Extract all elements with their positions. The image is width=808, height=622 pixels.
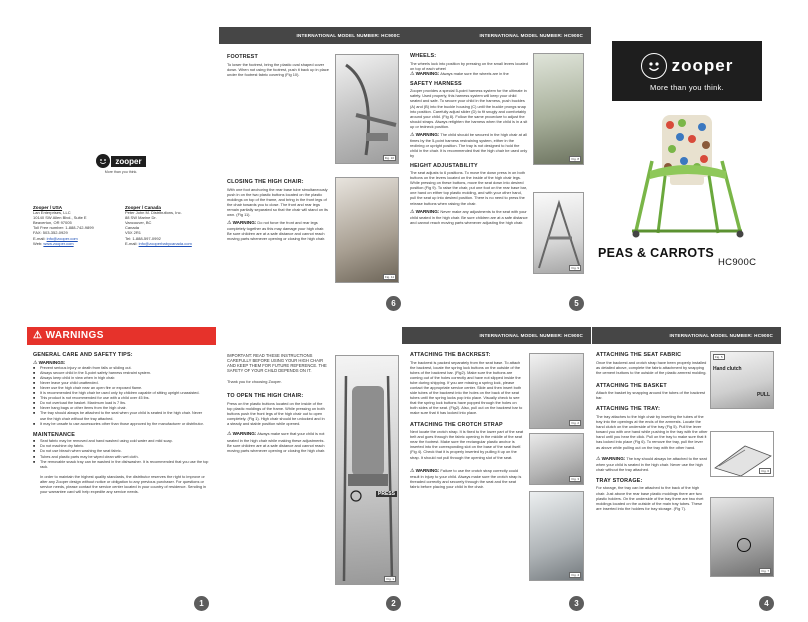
canada-line: Vancouver, BC: [125, 220, 152, 226]
usa-line: FAX: 503-352-0929: [33, 230, 68, 236]
page-number: 3: [569, 596, 584, 611]
height-photo: [533, 192, 584, 274]
basket-text: Attach the basket by snapping around the tubes of the backrest bar.: [596, 390, 706, 401]
back-cover-page: [27, 27, 216, 317]
crotch-strap-photo: [529, 491, 584, 581]
warning-triangle-icon: ⚠: [410, 132, 415, 139]
fig11-label: Fig. 11: [385, 275, 394, 279]
cover-model-number: HC900C: [718, 257, 757, 268]
warning-triangle-icon: ⚠: [227, 431, 232, 438]
height-warning: [410, 209, 528, 225]
canada-email-label: E-mail:: [125, 240, 138, 246]
warning-bullet: ■ The tray should always be attached to the seat when your child is seated in the high chair. Never use the high chair without the tray attached.: [33, 411, 209, 421]
harness-text: Zooper provides a special 5-point harness system for the ultimate in safety. Used properly, this harness system will keep your child seated and safe. To secure your child in the harness, push buckles (A) and (B) into the buckle housing (C) until the buckle prongs snap into position. Carefully adjust slider (D) to fit snugly and comfortably around your child. (Fig 8). Follow the same procedure to adjust the should straps. Always retighten the harness when the child is in a sit up or tedneck position.: [410, 88, 528, 129]
hand-clutch-label: Hand clutch: [713, 366, 742, 372]
maintenance-bullet: ■ Do not use bleach when washing the seat fabric.: [33, 449, 209, 454]
warning-text: Never make any adjustments to the seat with your child seated in the high chair. Be sure children are at a safe distance and cannot reach moving parts whenever adjusting the high chair.: [410, 208, 528, 225]
warning-triangle-icon: ⚠: [410, 467, 415, 474]
height-title: HEIGHT ADJUSTABILITY: [410, 162, 478, 169]
tray-storage-photo: [710, 497, 774, 577]
back-cover-logo: [81, 151, 161, 187]
chair-frame-illustration: [336, 55, 399, 164]
fig4-label: Fig. 4: [571, 573, 579, 577]
maintenance-bullet: ■ Do not machine dry fabric.: [33, 444, 209, 449]
back-cover-brand: zooper: [111, 156, 145, 167]
model-band: INTERNATIONAL MODEL NUMBER: HC900C: [592, 327, 781, 344]
usa-address: [33, 205, 121, 246]
crotch-title: ATTACHING THE CROTCH STRAP: [410, 421, 503, 428]
warning-bullet: ■ This product is not recommended for use with a child over 45 lbs.: [33, 396, 209, 401]
back-cover-tagline: More than you think.: [104, 170, 138, 174]
warning-bullet: ■ Never leave your child unattended.: [33, 381, 209, 386]
warning-triangle-icon: ⚠: [33, 359, 38, 366]
chair-leg-illustration: [534, 193, 584, 274]
usa-email-link[interactable]: info@zooper.com: [46, 235, 78, 241]
page-number: 2: [386, 596, 401, 611]
tray-warning: [596, 456, 708, 472]
smiley-logo-icon: [96, 154, 110, 168]
canada-line: 88 SW Marine Dr.: [125, 215, 157, 221]
warning-label: WARNING:: [232, 431, 257, 437]
model-band: INTERNATIONAL MODEL NUMBER: HC900C: [402, 327, 591, 344]
warnings-label: WARNINGS:: [38, 359, 66, 365]
storage-title: TRAY STORAGE:: [596, 477, 643, 484]
warning-triangle-icon: ⚠: [410, 70, 415, 77]
fig9-label: Fig. 9: [571, 266, 579, 270]
fig1-label: Fig. 1: [386, 577, 394, 581]
fig7-label: Fig. 7: [761, 569, 769, 573]
closing-title: CLOSING THE HIGH CHAIR:: [227, 179, 304, 185]
warning-label: WARNING:: [232, 220, 257, 226]
page-number: 4: [759, 596, 774, 611]
warning-bullet: ■ It may be unsafe to use accessories other than those approved by the manufacturer or distributor.: [33, 422, 209, 427]
usa-heading: Zooper / USA: [33, 205, 63, 210]
cover-product-name: PEAS & CARROTS: [598, 246, 715, 260]
footrest-text: To lower the footrest, bring the plastic oval shaped cover down. When not using the footrest, push it back up in place under the footrest fabric covering (Fig 10).: [227, 61, 329, 77]
pull-label: PULL: [756, 392, 770, 398]
crotch-text: Next locate the crotch strap. It is fixed to the lower part of the seat belt and goes through the fabric opening in the middle of the seat near the footrest. Make sure the rectangular plastic anchor is inserted into the corresponding slot on the base of the seat itself. (Fig 4). Check that it is properly inserted by pulling it up on the strap. It should not pull through the opening slot of the seat.: [410, 429, 524, 460]
height-text: The seat adjusts to 6 positions. To move the down press in on both buttons on the levers located on the inside of the high chair legs. While pressing on these buttons, move the seat down into desired position (Fig 9). To raise the chair, put one foot on the rear base bar, one hand on either top plastic molding, and with your other hand, pull the seat up into desired position. There is no need to press the release buttons when raising the chair.: [410, 170, 527, 206]
fig3-label: Fig. 3: [571, 477, 579, 481]
usa-email-label: E-mail:: [33, 235, 46, 241]
usa-web-label: Web:: [33, 240, 43, 246]
page-number: 1: [194, 596, 209, 611]
tray-clutch-photo: [710, 351, 774, 409]
footrest-photo: [335, 54, 399, 164]
fig5-label: Fig. 5: [715, 355, 723, 359]
canada-line: Canada: [125, 225, 140, 231]
warning-text: The child should be secured in the high chair at all times by the 5-point harness restraining system, either in the reclining or upright position. The tray is not designed to hold the child in the chair. It is recommended that the high chair be used only by: [410, 132, 528, 159]
warning-text: Failure to use the crotch strap correctly could result in injury to your child. Always make sure the crotch strap is threaded correctly and securely through the seat and the seat fabric before placing your child in the chair.: [410, 467, 522, 489]
fabric-text: Once the backrest and crotch strap have been properly installed as detailed above, complete the fabric attachment by snapping the cement buttons to the outside of the plastic armrest molding.: [596, 359, 707, 375]
usa-line: Lan Enterprises, LLC: [33, 210, 71, 216]
canada-email-link[interactable]: info@zooperbabycanada.com: [138, 240, 192, 246]
warning-bullet: ■ Do not overload the basket. Maximum load is 7 lbs.: [33, 401, 209, 406]
canada-line: Tel: 1-888-597-0992: [125, 235, 161, 241]
warning-text: Do not force the front and rear legs completely together as this may damage your high chair. Be sure children are at a safe distance and cannot reach moving parts whenever opening or closing the high chair.: [227, 220, 326, 242]
usa-web-link[interactable]: www.zooper.com: [43, 240, 74, 246]
open-title: TO OPEN THE HIGH CHAIR:: [227, 393, 304, 400]
page-5: [402, 27, 591, 317]
warning-triangle-icon: ⚠: [227, 220, 232, 227]
open-chair-illustration: [336, 356, 399, 585]
harness-photo: [533, 53, 584, 165]
warning-label: WARNING:: [601, 455, 626, 461]
usa-line: Beaverton, OR 97005: [33, 220, 72, 226]
maintenance-bullet: ■ The removable snack tray can be washed in the dishwasher. It is recommended that you use the top rack.: [33, 460, 209, 470]
usa-line: 10140 SW Allen Blvd., Suite E: [33, 215, 87, 221]
warning-text: Always make sure the wheels are in the: [440, 70, 509, 76]
page-2: [219, 327, 408, 617]
crotch-warning: [410, 468, 524, 489]
open-chair-photo: [335, 355, 399, 585]
high-chair-illustration: [622, 109, 752, 241]
warning-triangle-icon: ⚠: [410, 208, 415, 215]
basket-title: ATTACHING THE BASKET: [596, 382, 667, 389]
canada-heading: Zooper / Canada: [125, 205, 161, 210]
canada-address: [125, 205, 215, 246]
footrest-title: FOOTREST: [227, 54, 258, 60]
warning-bullet: ■ Never use the high chair near an open fire or exposed flame.: [33, 386, 209, 391]
fig8-label: Fig. 8: [571, 157, 579, 161]
page-number: 5: [569, 296, 584, 311]
backrest-photo: [529, 353, 584, 429]
model-band: INTERNATIONAL MODEL NUMBER: HC900C: [402, 27, 591, 44]
maintenance-title: MAINTENANCE: [33, 431, 76, 438]
page-1: [27, 327, 216, 617]
maintenance-bullet: ■ Tubes and plastic parts may be wiped clean with wet cloth.: [33, 455, 209, 460]
canada-line: V5X 2R1: [125, 230, 142, 236]
general-title: GENERAL CARE AND SAFETY TIPS:: [33, 352, 133, 358]
closed-chair-photo: [335, 177, 399, 283]
wheels-warning: [410, 71, 528, 77]
warning-bullet: ■ Prevent serious injury or death from falls or sliding out.: [33, 366, 209, 371]
front-cover-page: [592, 27, 781, 317]
fig10-label: Fig. 10: [384, 156, 394, 160]
closing-text: With one foot anchoring the rear base tube simultaneously push in on the two plastic buttons located on the plastic moldings on top of the frame, and bring in the front legs of the chair towards you to close. The front and rear legs remain partially separated so that the chair will stand on its own. (Fig 11).: [227, 186, 328, 217]
warnings-banner: [27, 327, 216, 345]
open-text: Press on the plastic buttons located on the inside of the top plastic moldings of the frame. While pressing on both buttons push the front legs of the high chair out to open completely. (Fig 1). High chair should be unlocked and in a steady and stable position while opened.: [227, 400, 325, 427]
page-4: [592, 327, 781, 617]
banner-title: WARNINGS: [45, 330, 104, 341]
closing-paragraph: In order to maintain the highest quality standards, the distributor reserves the right to improve or alter any Zooper design without notice or obligation to any previous purchaser. For questions or service needs, please contact the service center located in your country of residence. Sending in your warrantee card will help expedite any service needs.: [40, 473, 207, 495]
cover-product-photo: [622, 109, 752, 241]
backrest-text: The backrest is packed separately from the seat base. To attach the backrest, locate the spring lock buttons on the outside of the tubes of the backrest bar. (Fig2). Make sure the buttons are coming out of the holes correctly and have not slipped inside the tube during shipping. If you are missing a spring lock, please contact the appropriate service center. Slide and then insert both side tubes of the backrest into the holes on the back of the seat tubes until the spring locks pop into place. Visually check to see that the spring lock buttons have popped through the holes on both sides of the seat. (Fig2). Also, pull out on the backrest bar to make sure that it has locked into place.: [410, 359, 523, 416]
warning-label: WARNING:: [415, 467, 440, 473]
fabric-title: ATTACHING THE SEAT FABRIC: [596, 352, 682, 358]
warning-label: WARNING:: [415, 132, 440, 138]
storage-text: For storage, the tray can be attached to the back of the high chair. Just above the rear base plastic moldings there are two plastic holders. On the underside of the tray there are two rivet moldings located on the outside of the main tray tubes. These are inserted into the holders for tray storage. (Fig 7).: [596, 485, 704, 511]
warning-text: Always make sure that your child is not seated in the high chair while making these adjustments. Be sure children are at a safe distance and cannot reach moving parts whenever opening or closing the high chair.: [227, 431, 326, 453]
maintenance-bullet: ■ Seat fabric may be removed and hand washed using cold water and mild soap.: [33, 439, 209, 444]
tray-title: ATTACHING THE TRAY:: [596, 406, 661, 413]
warning-bullet: ■ It is recommended the high chair be used only by children capable of sitting upright unassisted.: [33, 391, 209, 396]
cover-tagline: More than you think.: [650, 83, 724, 92]
page-number: 6: [386, 296, 401, 311]
warning-label: WARNING:: [415, 208, 440, 214]
harness-warning: [410, 132, 528, 158]
intro-text: IMPORTANT: READ THESE INSTRUCTIONS CAREFULLY BEFORE USING YOUR HIGH CHAIR AND KEEP THEM FOR FUTURE REFERENCE. THE SAFETY OF YOUR CHILD DEPENDS ON IT.: [227, 353, 327, 374]
fig2-label: Fig. 2: [571, 421, 579, 425]
page-3: [402, 327, 591, 617]
holder-highlight-circle: [737, 538, 751, 552]
warning-bullet: ■ Always secure child in the 5-point safety harness restraint system.: [33, 371, 209, 376]
wheels-text: The wheels lock into position by pressing on the small levers located on top of each wheel: [410, 60, 528, 71]
backrest-title: ATTACHING THE BACKREST:: [410, 352, 491, 358]
closing-warning: [227, 220, 329, 241]
thanks-text: Thank you for choosing Zooper.: [227, 379, 282, 385]
model-band: INTERNATIONAL MODEL NUMBER: HC900C: [219, 27, 408, 44]
cover-logo-block: [612, 41, 762, 101]
tray-text: The tray attaches to the high chair by inserting the tubes of the tray into the openings at the ends of the armrests. Locate the hand clutch on the underside of the tray (Fig 5). Pull the lever toward you with one hand while pushing in the tray with the other hand until you hear the click. Pull on the tray to make sure that it has locked into place (Fig 6). To remove the tray, pull the lever as above while pulling out on the tray with the other hand.: [596, 413, 708, 450]
warning-text: The tray should always be attached to the seat when your child is seated in the high chair. Never use the high chair without the tray attached.: [596, 455, 707, 472]
canada-line: Peter John M. Distributions, Inc.: [125, 210, 182, 216]
cover-brand: zooper: [671, 56, 734, 75]
page-6: [219, 27, 408, 317]
usa-line: Toll Free number: 1-888-742-9899: [33, 225, 94, 231]
banner-warning-icon: ⚠: [33, 330, 43, 341]
backrest-lock-photo: [529, 433, 584, 485]
warning-bullet: ■ Always keep child in view when in high chair.: [33, 376, 209, 381]
fig6-label: Fig. 6: [761, 469, 769, 473]
press-label: PRESS: [378, 491, 395, 497]
warning-triangle-icon: ⚠: [596, 455, 601, 462]
wheels-title: WHEELS:: [410, 53, 437, 59]
harness-title: SAFETY HARNESS: [410, 80, 462, 87]
warning-label: WARNING:: [415, 70, 440, 76]
cover-smiley-icon: [641, 53, 667, 79]
warning-bullet: ■ Never hang bags or other items from the high chair.: [33, 406, 209, 411]
tray-attach-photo: [710, 431, 774, 477]
open-warning: [227, 431, 327, 452]
